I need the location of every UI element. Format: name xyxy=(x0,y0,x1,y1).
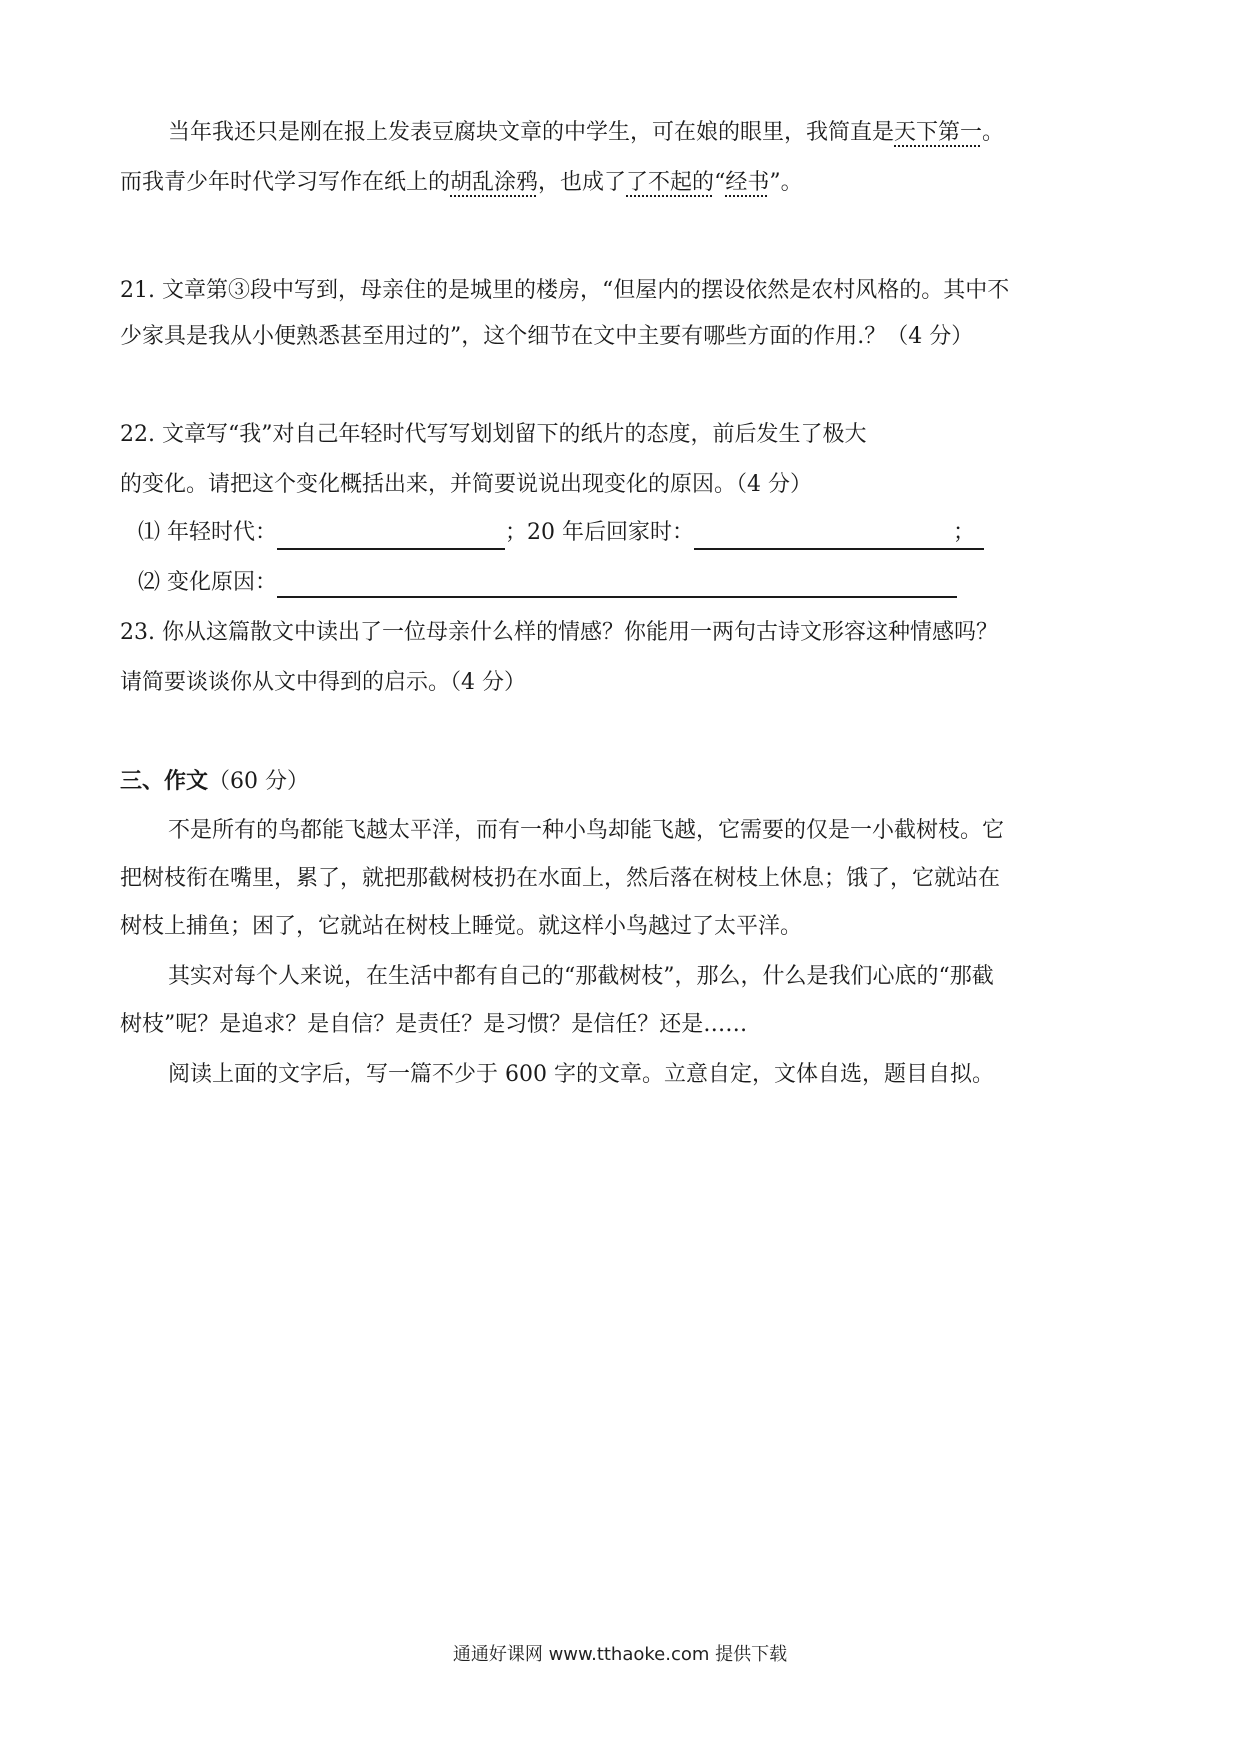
prompt-p2-line1: 其实对每个人来说，在生活中都有自己的“那截树枝”，那么，什么是我们心底的“那截 xyxy=(168,964,994,989)
prompt-p1-line2: 把树枝衔在嘴里，累了，就把那截树枝扔在水面上，然后落在树枝上休息；饿了，它就站在 xyxy=(120,866,1001,891)
text: 而我青少年时代学习写作在纸上的 xyxy=(120,170,451,195)
question-22-sub2 xyxy=(138,568,957,598)
text: “ xyxy=(714,170,726,195)
question-22-sub1 xyxy=(138,518,984,550)
question-23-line1: 23. 你从这篇散文中读出了一位母亲什么样的情感？你能用一两句古诗文形容这种情感吗？ xyxy=(120,620,998,645)
text: 当年我还只是刚在报上发表豆腐块文章的中学生，可在娘的眼里，我简直是 xyxy=(168,120,895,145)
text: ”。 xyxy=(769,170,803,195)
text: ，也成了 xyxy=(538,170,627,195)
prompt-p2-line2: 树枝”呢？是追求？是自信？是责任？是习惯？是信任？还是…… xyxy=(120,1012,748,1037)
section-title: 三、作文 xyxy=(120,768,209,794)
text: 。 xyxy=(982,120,1005,145)
section-3-heading xyxy=(120,766,309,797)
question-22-line2: 的变化。请把这个变化概括出来，并简要说说出现变化的原因。（4 分） xyxy=(120,472,812,497)
answer-blank-later[interactable] xyxy=(694,524,944,550)
section-score: （60 分） xyxy=(208,769,310,794)
emphasis-text: 经书 xyxy=(725,170,770,195)
question-21-line1: 21. 文章第③段中写到，母亲住的是城里的楼房，“但屋内的摆设依然是农村风格的。其中不 xyxy=(120,278,1010,303)
prompt-p3-line1: 阅读上面的文字后，写一篇不少于 600 字的文章。立意自定，文体自选，题目自拟。 xyxy=(168,1062,994,1087)
footer-credit: 通通好课网 www.tthaoke.com 提供下载 xyxy=(452,1644,788,1665)
question-22-line1: 22. 文章写“我”对自己年轻时代写写划划留下的纸片的态度，前后发生了极大 xyxy=(120,422,867,447)
sub2-label: ⑵ 变化原因： xyxy=(138,570,277,595)
answer-blank-youth[interactable] xyxy=(277,524,505,550)
emphasis-text: 胡乱涂鸦 xyxy=(450,170,539,195)
sub1-label: ⑴ 年轻时代： xyxy=(138,520,277,545)
para-top-line2 xyxy=(120,168,803,198)
emphasis-text: 天下第一 xyxy=(894,120,983,145)
prompt-p1-line1: 不是所有的鸟都能飞越太平洋，而有一种小鸟却能飞越，它需要的仅是一小截树枝。它 xyxy=(168,818,1005,843)
answer-blank-reason[interactable] xyxy=(277,572,957,598)
question-23-line2: 请简要谈谈你从文中得到的启示。（4 分） xyxy=(120,670,526,695)
emphasis-text: 了不起的 xyxy=(626,170,715,195)
question-21-line2: 少家具是我从小便熟悉甚至用过的”，这个细节在文中主要有哪些方面的作用.？（4 分） xyxy=(120,324,974,349)
prompt-p1-line3: 树枝上捕鱼；困了，它就站在树枝上睡觉。就这样小鸟越过了太平洋。 xyxy=(120,914,803,939)
para-top-line1 xyxy=(168,118,1004,148)
sub1-mid-label: ；20 年后回家时： xyxy=(505,520,694,545)
sub1-end: ； xyxy=(944,518,984,550)
